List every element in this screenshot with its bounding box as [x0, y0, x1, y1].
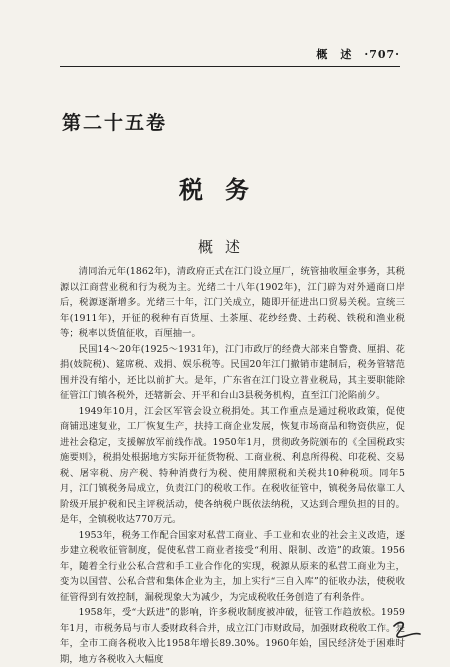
running-head: 概 述 ·707·	[316, 48, 400, 61]
main-title: 税务	[179, 175, 271, 204]
paragraph: 1953年，税务工作配合国家对私营工商业、手工业和农业的社会主义改造，逐步建立税收征管制度，促使私营工商业者接受“利用、限制、改造”的政策。1956年，随着全行业公私合营和手工业合作化的实现，税源从原来的私营工商业为主，变为以国营、公私合营和集体企业为主，加上实行“三自入库”的征收办法，使税收征管得到有效控制，漏税现象大为减少，为完成税收任务创造了有利条件。	[60, 529, 405, 603]
paragraph: 清同治元年(1862年)，清政府正式在江门设立厘厂，统管抽收厘金事务，其税源以江商营业税和行为税为主。光绪二十八年(1902年)，江门辟为对外通商口岸后，税源逐渐增多。光绪三十年，江门关成立，随即开征进出口贸易关税。宣统三年(1911年)，开征的税种有百货厘、土茶厘、花纱经费、土药税、铁税和渔业税等；税率以货值征收，百厘抽一。	[60, 266, 405, 339]
paragraph: 1949年10月，江会区军管会设立税捐处。其工作重点是通过税收政策，促使商铺迅速复业，工厂恢复生产，扶持工商企业发展，恢复市场商品和物资供应，促进社会稳定，支援解放军前线作战。1950年1月，贯彻政务院颁布的《全国税政实施要则》，税捐处根据地方实际开征货物税、工商业税、利息所得税、印花税、交易税、屠宰税、房产税、特种消费行为税、使用牌照税和关税共10种税项。同年5月，江门镇税务局成立，负责江门的税收工作。在税收征管中，镇税务局依靠工人阶级开展护税和民主评税活动，使各纳税户既依法纳税，又达到合理负担的目的。是年，全镇税收达770万元。	[60, 405, 405, 525]
volume-title: 第二十五卷	[62, 112, 168, 134]
handwritten-mark	[390, 618, 424, 640]
page-header	[60, 46, 400, 64]
body-text	[60, 264, 405, 667]
paragraph: 1958年，受“大跃进”的影响，许多税收制度被冲破，征管工作趋放松。1959年1月，市税务局与市人委财政科合并，成立江门市财政局，加强财政税收工作。是年，全市工商各税收入比1958年增长89.30%。1960年始，国民经济处于困难时期，地方各税收入大幅度	[60, 607, 405, 665]
section-title: 概述	[197, 238, 252, 256]
paragraph: 民国14～20年(1925～1931年)，江门市政厅的经费大部来自警费、厘捐、花捐(妓院税)、筵席税、戏捐、娱乐税等。民国20年江门撤销市建制后，税务管辖范围并没有缩小，还比以前扩大。是年，广东省在江门设立普业税局，其主要职能除征管江门镇各税外，还辖新会、开平和台山3县税务机构，直至江门沦陷前夕。	[60, 343, 405, 401]
header-rule	[60, 66, 400, 67]
